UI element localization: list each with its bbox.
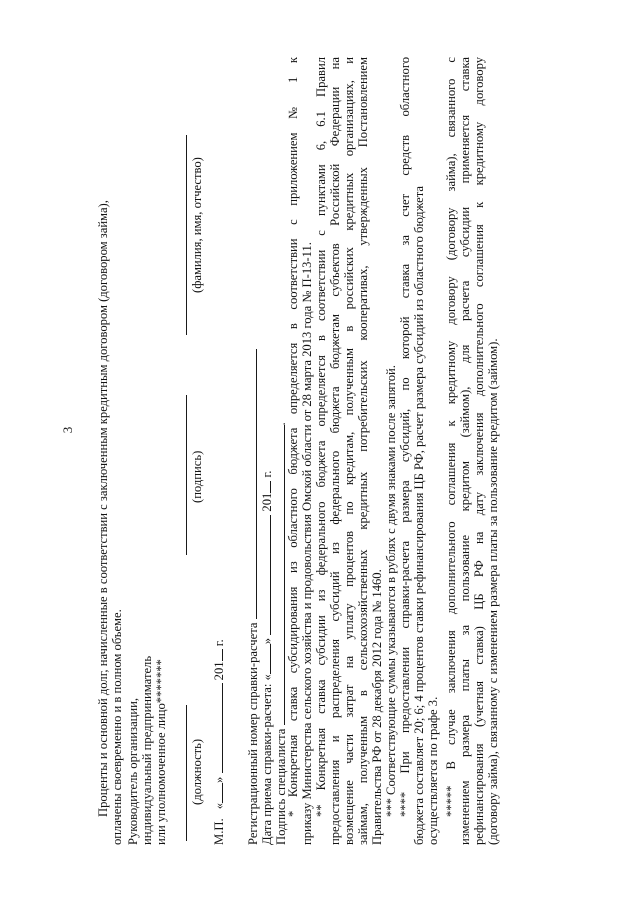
footnote-1-line-2: приказу Министерства сельского хозяйства и продовольствия Омской области от 28 марта 2013 года № П-13-11. bbox=[300, 242, 314, 845]
footnote-5-line-3: рефинансирования (учетная ставка) ЦБ РФ на дату заключения дополнительного соглашения к кредитному договору bbox=[472, 57, 486, 845]
accept-year-blank bbox=[258, 481, 271, 493]
rotated-content bbox=[60, 25, 620, 845]
signatory-line-2: индивидуальный предприниматель bbox=[140, 655, 154, 845]
intro-line-2: оплачены своевременно и в полном объеме. bbox=[110, 609, 124, 845]
date-open-quote: « bbox=[212, 802, 226, 810]
intro-line-1: Проценты и основной долг, начисленные в соответствии с заключенным кредитным договором (договором займа), bbox=[96, 200, 110, 817]
date-year-suffix: г. bbox=[212, 639, 226, 647]
specialist-dot: . bbox=[274, 422, 288, 426]
reg-number-blank bbox=[244, 349, 257, 619]
caption-position: (должность) bbox=[190, 738, 204, 805]
date-year: 201 bbox=[212, 661, 226, 681]
signatory-line-3: или уполномоченное лицо******* bbox=[154, 659, 168, 845]
accept-close-quote: » bbox=[260, 637, 274, 645]
month-blank bbox=[210, 684, 223, 774]
signature-line bbox=[186, 395, 187, 555]
specialist-blank bbox=[272, 425, 285, 725]
footnote-2-line-1: ** Конкретная ставка субсидии из федерального бюджета определяется в соответствии с пунктами 6, 6.1 Правил bbox=[314, 57, 328, 817]
accept-year-suffix: г. bbox=[260, 470, 274, 478]
accept-year: 201 bbox=[260, 492, 274, 512]
year-blank bbox=[210, 649, 223, 661]
accept-date-label: Дата приема справки-расчета: « bbox=[260, 674, 274, 845]
caption-name: (фамилия, имя, отчество) bbox=[190, 157, 204, 293]
date-close-quote: » bbox=[212, 776, 226, 783]
footnote-2-line-5: Правительства РФ от 28 декабря 2012 года № 1460. bbox=[370, 569, 384, 845]
footnote-4-line-3: осуществляется по графе 3. bbox=[426, 696, 440, 845]
signatory-line-1: Руководитель организации, bbox=[126, 697, 140, 845]
footnote-2-line-3: возмещение части затрат на уплату процентов по кредитам, полученным в российских кредитных организациях, и bbox=[342, 57, 356, 845]
mp-label: М.П. bbox=[212, 818, 226, 845]
name-line bbox=[186, 135, 187, 335]
footnote-4-line-2: бюджета составляет 20; 6; 4 процентов ставки рефинансирования ЦБ РФ, расчет размера субсидий из областного бюджета bbox=[412, 186, 426, 845]
footnote-4-line-1: **** При предоставлении справки-расчета размера субсидий, по которой ставка за счет средств областного bbox=[398, 57, 412, 817]
footnote-2-line-4: займам, полученным в сельскохозяйственных кредитных потребительских кооперативах, утвержденных Постановлением bbox=[356, 57, 370, 845]
footnote-2-line-2: предоставления и распределения субсидий из федерального бюджета бюджетам субъектов Российской Федерации на bbox=[328, 57, 342, 845]
stamp-date-line bbox=[210, 639, 226, 845]
day-blank bbox=[210, 783, 223, 803]
caption-signature: (подпись) bbox=[190, 450, 204, 503]
footnote-5-line-2: изменением размера платы за пользование кредитом (займом), для расчета субсидии применяется ставка bbox=[458, 57, 472, 845]
accept-month-blank bbox=[258, 515, 271, 635]
footnote-3-line-1: *** Соответствующие суммы указываются в рублях с двумя знаками после запятой. bbox=[384, 365, 398, 817]
page-number: 3 bbox=[60, 426, 75, 434]
footnote-5-line-1: ***** В случае заключения дополнительного соглашения к кредитному договору (договору займа), связанного с bbox=[444, 57, 458, 817]
footnote-1-line-1: * Конкретная ставка субсидирования из областного бюджета определяется в соответствии с приложением № 1 к bbox=[286, 57, 300, 817]
specialist-label: Подпись специалиста bbox=[274, 728, 288, 845]
footnote-5-line-4: (договору займа), связанному с изменением размера платы за пользование кредитом (займом). bbox=[486, 338, 500, 845]
reg-number-label: Регистрационный номер справки-расчета bbox=[246, 622, 260, 845]
accept-day-blank bbox=[258, 644, 271, 674]
position-line bbox=[186, 705, 187, 841]
